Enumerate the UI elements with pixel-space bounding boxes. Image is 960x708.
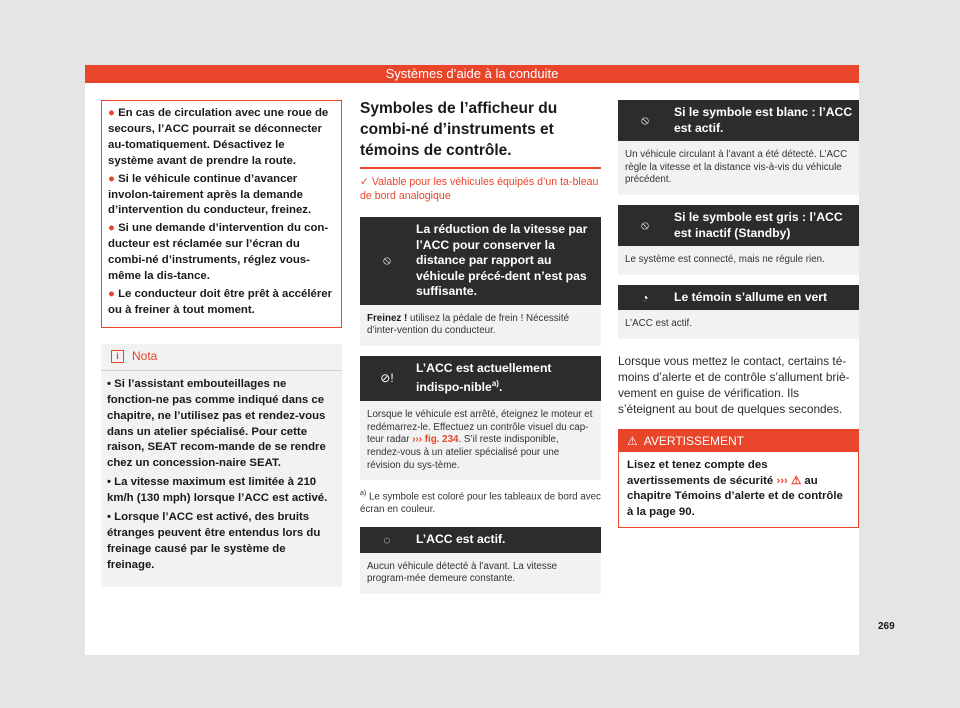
nota-item: • La vitesse maximum est limitée à 210 km/h (130 mph) lorsque l’ACC est activé.: [107, 476, 328, 505]
symbol-header-green: ◔ Le témoin s’allume en vert: [618, 285, 859, 311]
page-number: 269: [878, 621, 895, 632]
avertissement-box: [618, 429, 859, 528]
warning-box: [101, 100, 342, 328]
warning-item: ● Le conducteur doit être prêt à accélérer ou à freiner à tout moment.: [108, 287, 333, 316]
symbol-description: Aucun véhicule détecté à l’avant. La vitesse program-mée demeure constante.: [360, 553, 601, 594]
warning-triangle-icon: ⚠: [791, 474, 802, 487]
symbol-description: Le système est connecté, mais ne régule rien.: [618, 246, 859, 275]
symbol-description: Lorsque le véhicule est arrêté, éteignez le moteur et redémarrez-le. Effectuez un contrôle visuel du cap-teur radar ››› fig. 234. S’il reste indisponible, rendez-vous à un atelier spécialisé pour une révision du sys-tème.: [360, 401, 601, 481]
nota-box: [101, 344, 342, 587]
acc-active-icon: ◌: [383, 532, 391, 547]
column-3: [618, 100, 859, 528]
nota-item: • Si l’assistant embouteillages ne fonction-ne pas comme indiqué dans ce chapitre, ne l’utilisez pas et rendez-vous dans un atelier spécialisé. Pour cette raison, SEAT recom-mande de se rendre chez un concession-naire SEAT.: [107, 377, 326, 470]
symbol-description: L’ACC est actif.: [618, 310, 859, 339]
warning-item: ● Si une demande d’intervention du con-ducteur est réclamée sur l’écran du combi-né d’instruments, réglez vous-même la dis-tance.: [108, 222, 329, 283]
footnote: $^{a)}$ Le symbole est coloré pour les tableaux de bord avec écran en couleur.: [360, 490, 601, 516]
section-title: Symboles de l’afficheur du combi-né d’instruments et témoins de contrôle.: [360, 98, 601, 169]
column-1: [101, 100, 342, 587]
column-2: [360, 100, 601, 594]
warning-triangle-icon: ⚠: [627, 434, 638, 449]
symbol-description: Un véhicule circulant à l’avant a été détecté. L’ACC règle la vitesse et la distance vis-à-vis du véhicule précédent.: [618, 141, 859, 195]
chapter-header: Systèmes d’aide à la conduite: [85, 65, 859, 83]
acc-speed-icon: ⦸: [383, 253, 391, 268]
acc-green-icon: ◔: [641, 290, 649, 305]
chapter-link[interactable]: ›››: [776, 474, 788, 487]
validity-note: ✓ Valable pour les véhicules équipés d’un ta-bleau de bord analogique: [360, 176, 599, 202]
symbol-header-unavailable: ⊘! L’ACC est actuellement indispo-nible$^{a)}$.: [360, 356, 601, 401]
body-paragraph: Lorsque vous mettez le contact, certains té-moins d’alerte et de contrôle s’allument briè-vement en guise de vérification. Ils s’éteignent au bout de quelques secondes.: [618, 354, 850, 417]
avertissement-title: AVERTISSEMENT: [643, 434, 745, 449]
symbol-description: Freinez ! utilisez la pédale de frein ! Nécessité d’inter-vention du conducteur.: [360, 305, 601, 346]
info-icon: i: [111, 350, 124, 363]
figure-link[interactable]: ››› fig. 234: [412, 434, 459, 446]
check-icon: ✓: [360, 176, 369, 188]
symbol-header-white: ⦸ Si le symbole est blanc : l’ACC est actif.: [618, 100, 859, 141]
symbol-header-speed-reduction: ⦸ La réduction de la vitesse par l’ACC pour conserver la distance par rapport au véhicule précé-dent n’est pas suffisante.: [360, 217, 601, 305]
warning-item: ● Si le véhicule continue d’avancer involon-tairement après la demande d’intervention du conducteur, freinez.: [108, 172, 312, 217]
symbol-header-active: ◌ L’ACC est actif.: [360, 527, 601, 553]
warning-item: ● En cas de circulation avec une roue de secours, l’ACC pourrait se déconnecter au-tomatiquement. Désactivez le système avant de prendre la route.: [108, 107, 329, 167]
symbol-header-grey: ⦸ Si le symbole est gris : l’ACC est inactif (Standby): [618, 205, 859, 246]
acc-fault-icon: ⊘!: [380, 371, 394, 386]
acc-vehicle-icon: ⦸: [641, 113, 649, 127]
nota-title: Nota: [132, 348, 158, 363]
avertissement-text: Lisez et tenez compte des avertissements de sécurité ››› ⚠ au chapitre Témoins d’alerte et de contrôle à la page 90.: [627, 459, 843, 518]
acc-vehicle-grey-icon: ⦸: [641, 218, 649, 233]
nota-item: • Lorsque l’ACC est activé, des bruits étranges peuvent être entendus lors du freinage causé par le système de freinage.: [107, 511, 321, 571]
